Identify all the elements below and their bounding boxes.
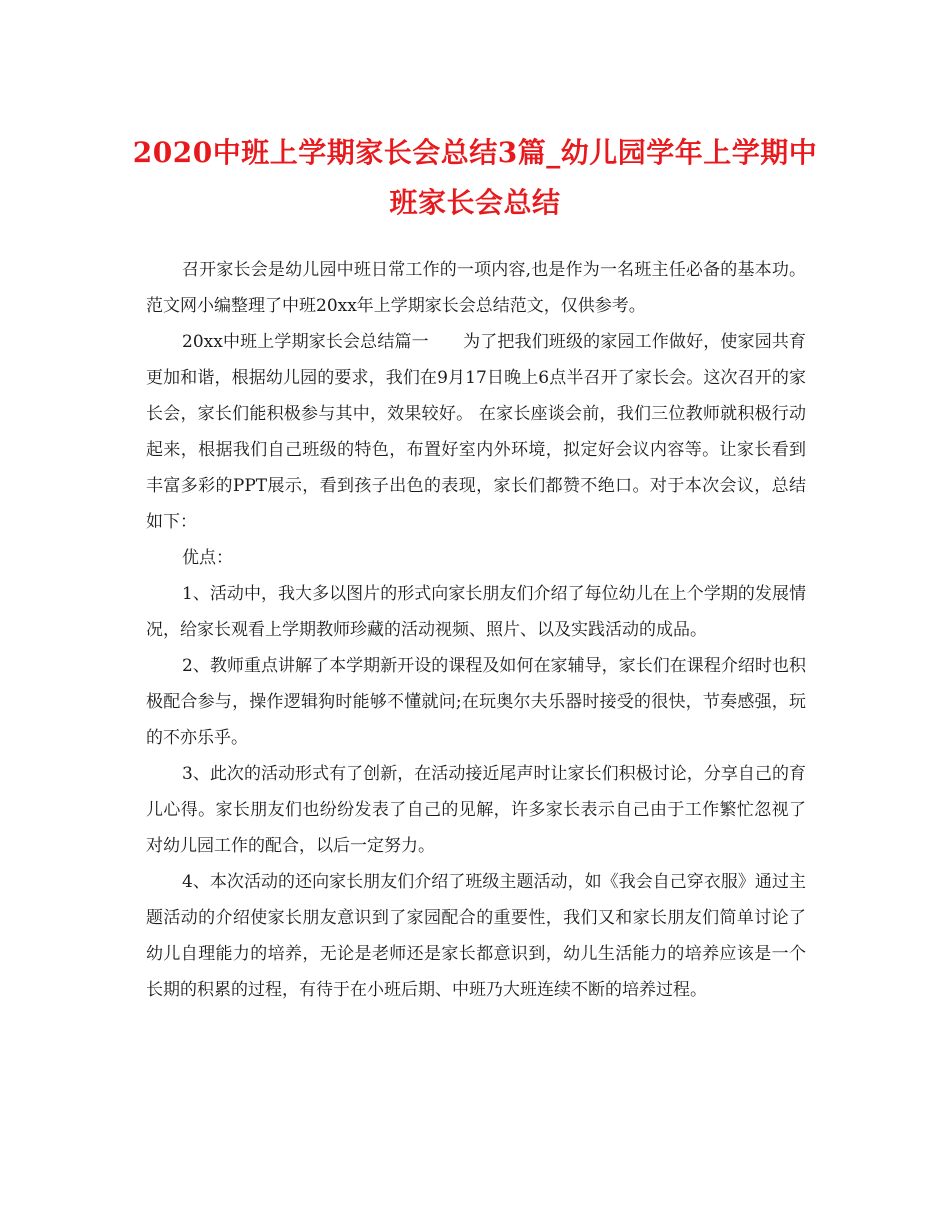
paragraph-point-2: 2、教师重点讲解了本学期新开设的课程及如何在家辅导，家长们在课程介绍时也积极配合参与，操作逻辑狗时能够不懂就问;在玩奥尔夫乐器时接受的很快，节奏感强，玩的不亦乐乎。	[146, 656, 806, 748]
paragraph-point-1: 1、活动中，我大多以图片的形式向家长朋友们介绍了每位幼儿在上个学期的发展情况，给家长观看上学期教师珍藏的活动视频、照片、以及实践活动的成品。	[146, 584, 806, 640]
paragraph-intro: 召开家长会是幼儿园中班日常工作的一项内容,也是作为一名班主任必备的基本功。范文网小编整理了中班20xx年上学期家长会总结范文，仅供参考。	[146, 260, 806, 316]
paragraph-advantages-heading: 优点：	[182, 548, 233, 568]
document-title: 2020中班上学期家长会总结3篇_幼儿园学年上学期中班家长会总结	[132, 136, 818, 219]
paragraph-part-one: 20xx中班上学期家长会总结篇一 为了把我们班级的家园工作做好，使家园共育更加和谐，根据幼儿园的要求，我们在9月17日晚上6点半召开了家长会。这次召开的家长会，家长们能积极参与其中，效果较好。 在家长座谈会前，我们三位教师就积极行动起来，根据我们自己班级的特色，布置好室内外环境，拟定好会议内容等。让家长看到丰富多彩的PPT展示，看到孩子出色的表现，家长们都赞不绝口。对于本次会议，总结如下：	[146, 332, 806, 532]
paragraph-point-3: 3、此次的活动形式有了创新，在活动接近尾声时让家长们积极讨论，分享自己的育儿心得。家长朋友们也纷纷发表了自己的见解，许多家长表示自己由于工作繁忙忽视了对幼儿园工作的配合，以后一定努力。	[146, 764, 806, 856]
document-body	[146, 252, 806, 1008]
paragraph-point-4: 4、本次活动的还向家长朋友们介绍了班级主题活动，如《我会自己穿衣服》通过主题活动的介绍使家长朋友意识到了家园配合的重要性，我们又和家长朋友们简单讨论了幼儿自理能力的培养，无论是老师还是家长都意识到，幼儿生活能力的培养应该是一个长期的积累的过程，有待于在小班后期、中班乃大班连续不断的培养过程。	[146, 872, 806, 1000]
